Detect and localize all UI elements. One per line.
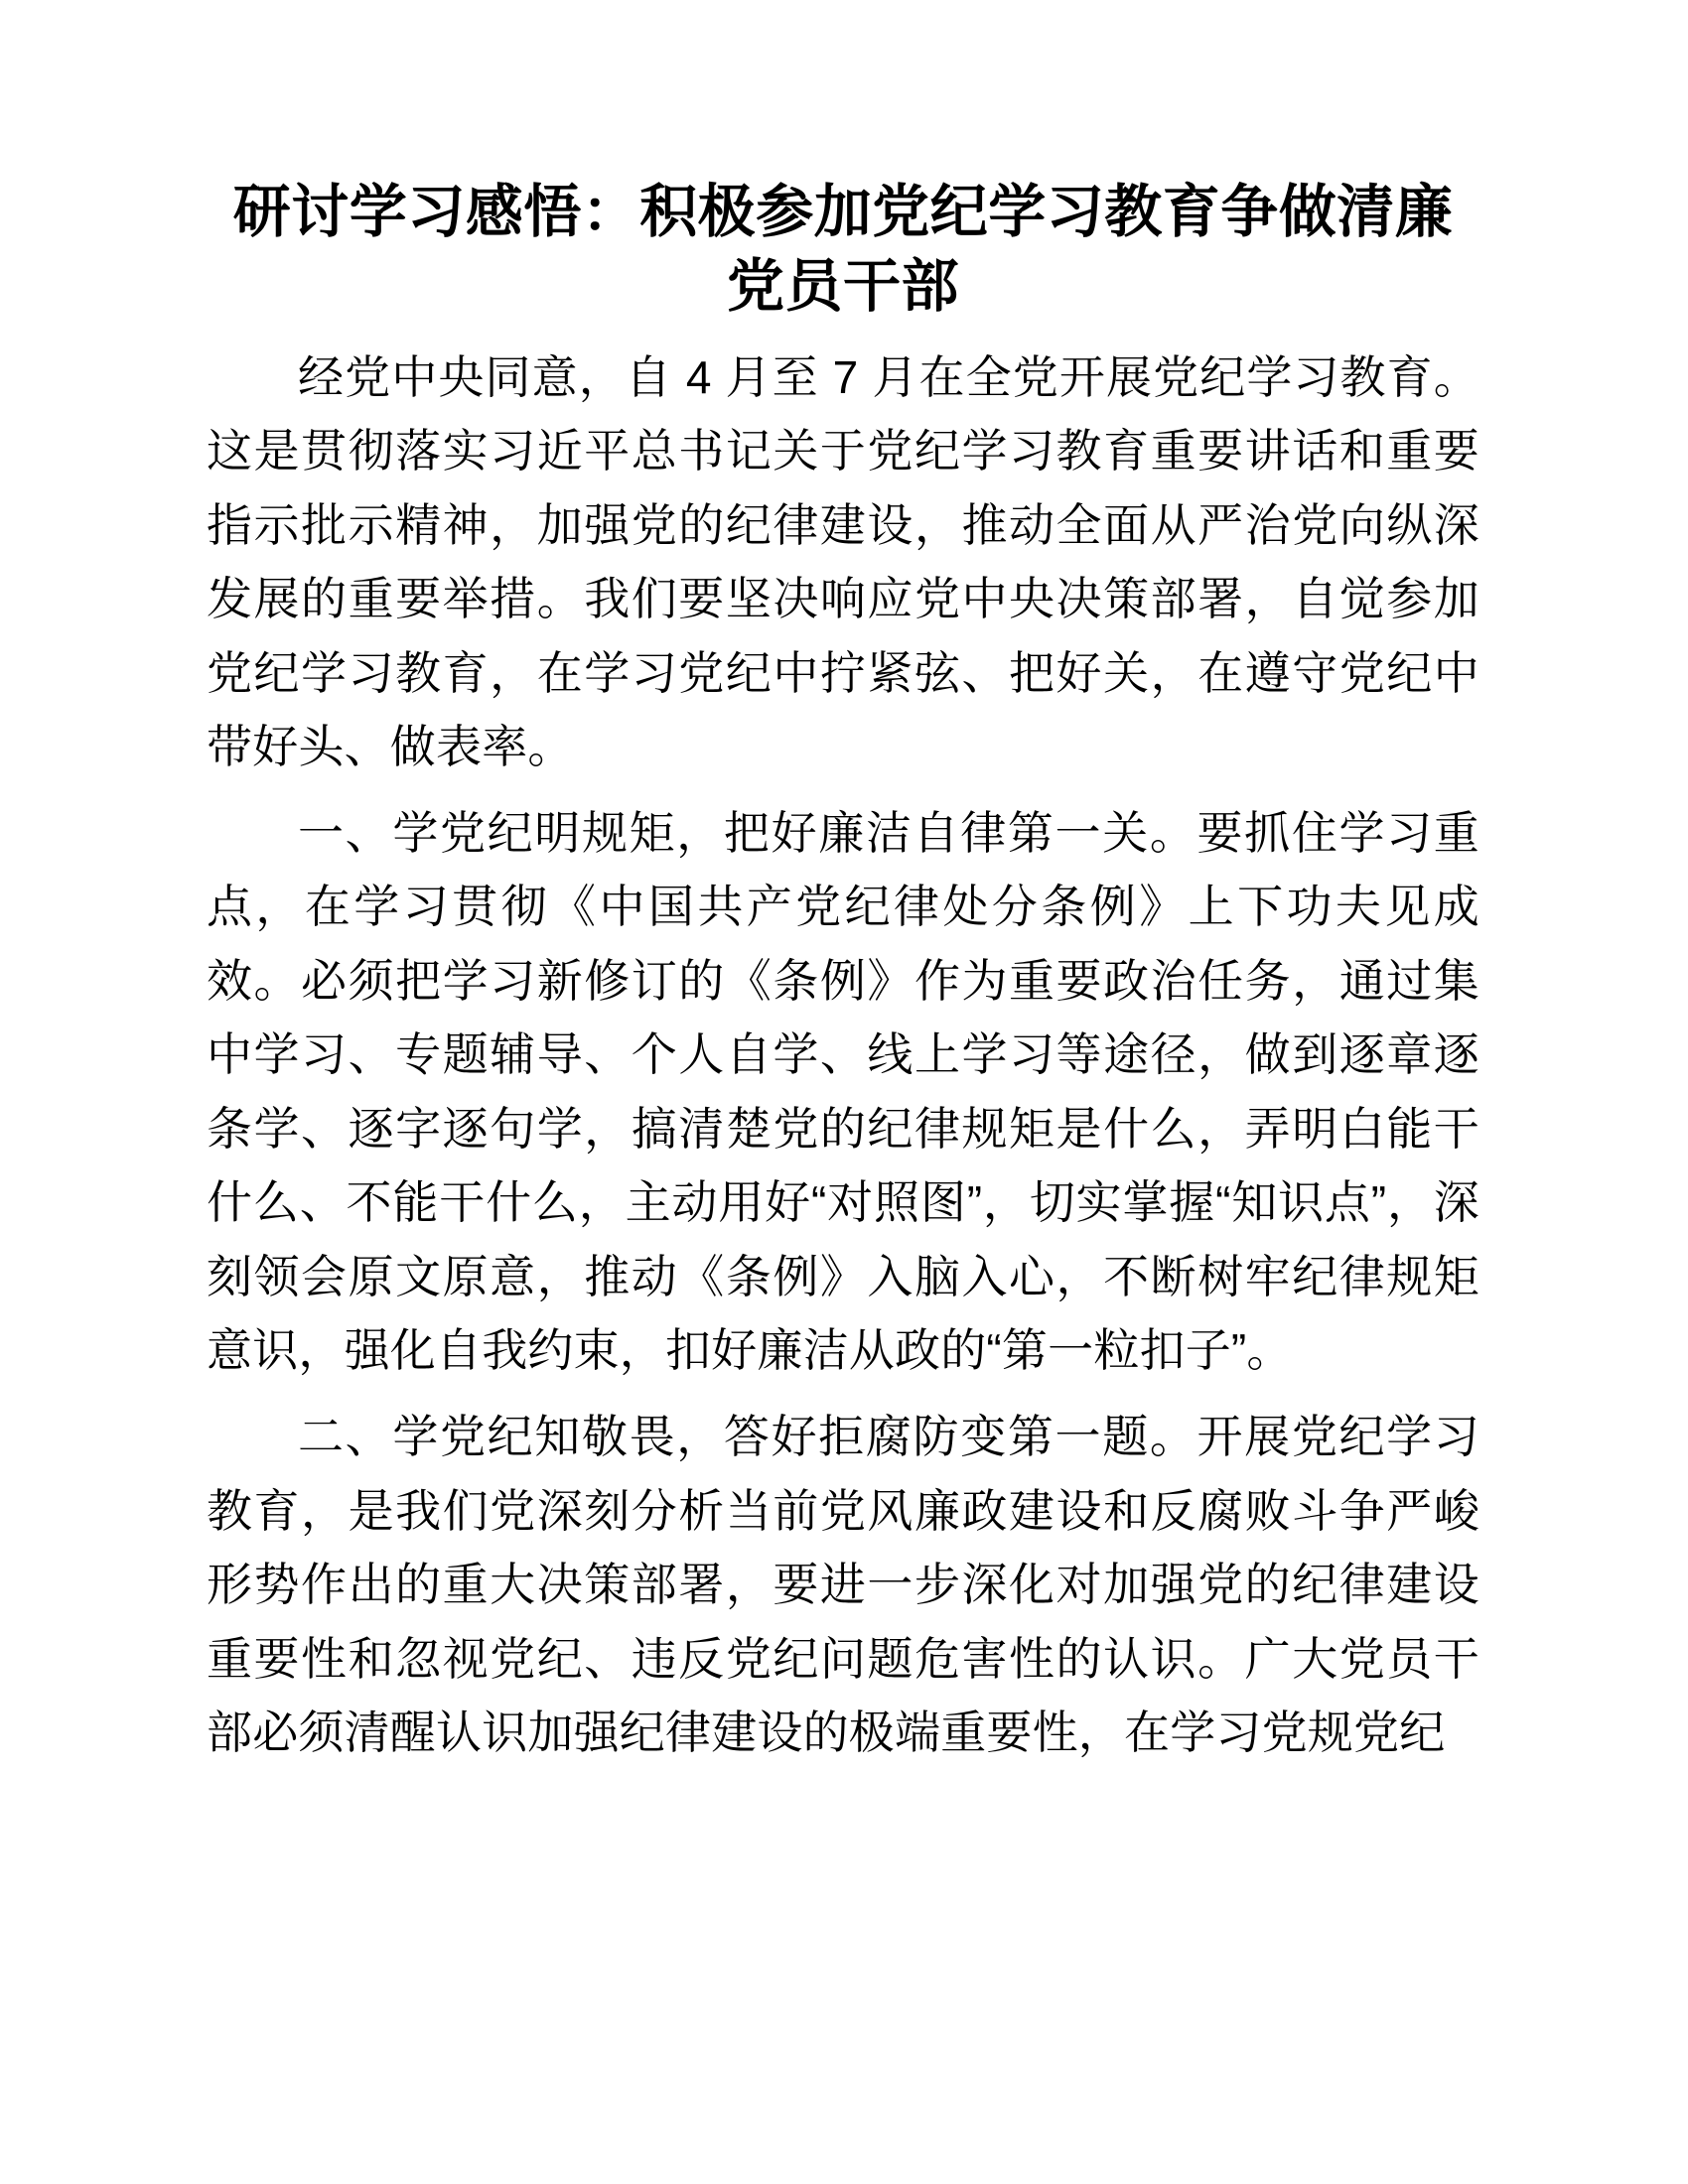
paragraph-section-two: 二、学党纪知敬畏，答好拒腐防变第一题。开展党纪学习教育，是我们党深刻分析当前党风廉政建设和反腐败斗争严峻形势作出的重大决策部署，要进一步深化对加强党的纪律建设重要性和忽视党纪、违反党纪问题危害性的认识。广大党员干部必须清醒认识加强纪律建设的极端重要性，在学习党规党纪 [207, 1411, 1479, 1759]
document-body [207, 175, 1479, 1770]
paragraph-intro: 经党中央同意，自 4 月至 7 月在全党开展党纪学习教育。这是贯彻落实习近平总书记关于党纪学习教育重要讲话和重要指示批示精神，加强党的纪律建设，推动全面从严治党向纵深发展的重要举措。我们要坚决响应党中央决策部署，自觉参加党纪学习教育，在学习党纪中拧紧弦、把好关，在遵守党纪中带好头、做表率。 [207, 350, 1479, 773]
paragraph-section-one: 一、学党纪明规矩，把好廉洁自律第一关。要抓住学习重点，在学习贯彻《中国共产党纪律处分条例》上下功夫见成效。必须把学习新修订的《条例》作为重要政治任务，通过集中学习、专题辅导、个人自学、线上学习等途径，做到逐章逐条学、逐字逐句学，搞清楚党的纪律规矩是什么，弄明白能干什么、不能干什么，主动用好“对照图”，切实掌握“知识点”，深刻领会原文原意，推动《条例》入脑入心，不断树牢纪律规矩意识，强化自我约束，扣好廉洁从政的“第一粒扣子”。 [207, 806, 1479, 1377]
page-title: 研讨学习感悟：积极参加党纪学习教育争做清廉党员干部 [232, 180, 1454, 320]
